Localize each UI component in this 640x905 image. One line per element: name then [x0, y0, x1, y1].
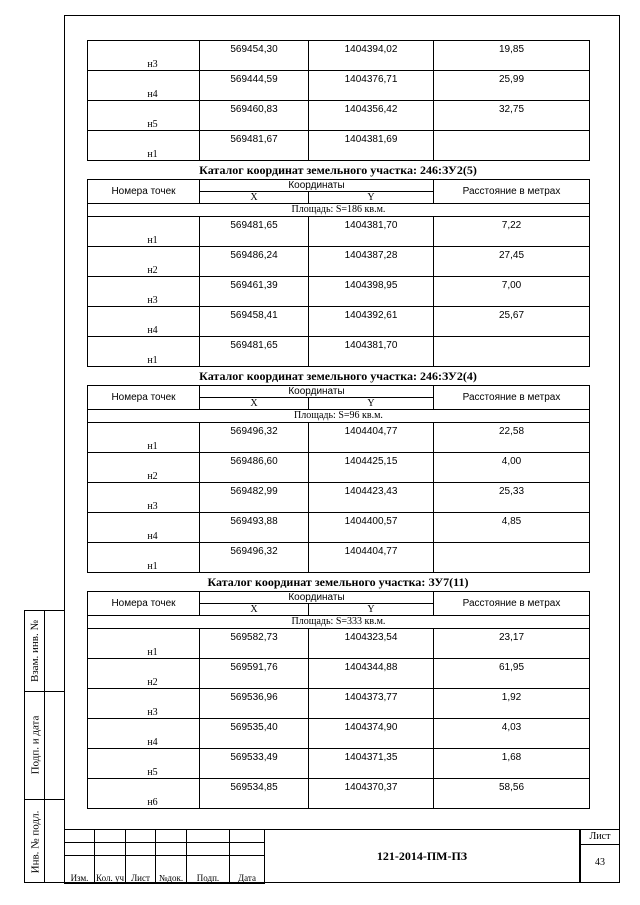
header-y: Y — [309, 604, 434, 616]
area-label: Площадь: S=333 кв.м. — [88, 616, 590, 629]
side-label-replace-inv: Взам. инв. № — [29, 620, 41, 682]
coords-table — [87, 591, 590, 809]
coord-x: 569486,24 — [200, 247, 309, 277]
distance: 19,85 — [434, 41, 590, 71]
coord-y: 1404370,37 — [309, 779, 434, 809]
table-row — [88, 543, 590, 573]
table-row — [88, 659, 590, 689]
table-row — [88, 307, 590, 337]
coord-y: 1404425,15 — [309, 453, 434, 483]
sheet-label: Лист — [581, 830, 619, 845]
revision-grid — [64, 829, 265, 884]
distance: 1,68 — [434, 749, 590, 779]
stamp-column-label: Кол. уч — [95, 856, 126, 884]
coord-x: 569496,32 — [200, 543, 309, 573]
distance: 25,67 — [434, 307, 590, 337]
coord-y: 1404344,88 — [309, 659, 434, 689]
coord-x: 569591,76 — [200, 659, 309, 689]
side-label-inv-original: Инв. № подл. — [29, 810, 41, 873]
header-distance: Расстояние в метрах — [434, 180, 590, 204]
coord-y: 1404387,28 — [309, 247, 434, 277]
header-points: Номера точек — [88, 386, 200, 410]
coord-y: 1404404,77 — [309, 543, 434, 573]
content — [87, 40, 589, 809]
coords-table-continued — [87, 40, 590, 161]
distance: 23,17 — [434, 629, 590, 659]
coord-x: 569481,67 — [200, 131, 309, 161]
distance: 61,95 — [434, 659, 590, 689]
point-number: н2 — [88, 453, 200, 483]
coord-y: 1404374,90 — [309, 719, 434, 749]
document-code: 121-2014-ПМ-ПЗ — [264, 829, 580, 883]
header-x: X — [200, 192, 309, 204]
point-number: н2 — [88, 659, 200, 689]
distance: 1,92 — [434, 689, 590, 719]
point-number: н3 — [88, 41, 200, 71]
stamp-column-label: Подп. — [187, 856, 230, 884]
coord-x: 569454,30 — [200, 41, 309, 71]
point-number: н3 — [88, 277, 200, 307]
header-y: Y — [309, 192, 434, 204]
coord-y: 1404404,77 — [309, 423, 434, 453]
distance — [434, 131, 590, 161]
coord-x: 569582,73 — [200, 629, 309, 659]
side-strip-outer — [24, 610, 44, 883]
distance: 4,00 — [434, 453, 590, 483]
coord-y: 1404394,02 — [309, 41, 434, 71]
distance: 25,99 — [434, 71, 590, 101]
table-row — [88, 101, 590, 131]
coord-y: 1404356,42 — [309, 101, 434, 131]
distance: 7,22 — [434, 217, 590, 247]
table-row — [88, 483, 590, 513]
catalog-title: Каталог координат земельного участка: 246:ЗУ2(5) — [199, 163, 477, 177]
coord-x: 569533,49 — [200, 749, 309, 779]
sheet-box — [580, 829, 620, 883]
point-number: н1 — [88, 543, 200, 573]
coord-y: 1404323,54 — [309, 629, 434, 659]
distance: 7,00 — [434, 277, 590, 307]
point-number: н5 — [88, 101, 200, 131]
stamp-column-label: Изм. — [65, 856, 95, 884]
distance: 32,75 — [434, 101, 590, 131]
header-coords: Координаты — [200, 180, 434, 192]
stamp-column-label: Лист — [126, 856, 156, 884]
distance: 4,85 — [434, 513, 590, 543]
header-x: X — [200, 398, 309, 410]
coord-x: 569444,59 — [200, 71, 309, 101]
table-row — [88, 779, 590, 809]
area-label: Площадь: S=96 кв.м. — [88, 410, 590, 423]
header-x: X — [200, 604, 309, 616]
point-number: н3 — [88, 483, 200, 513]
distance: 58,56 — [434, 779, 590, 809]
point-number: н1 — [88, 131, 200, 161]
distance: 4,03 — [434, 719, 590, 749]
table-row — [88, 41, 590, 71]
point-number: н1 — [88, 629, 200, 659]
coord-x: 569493,88 — [200, 513, 309, 543]
coord-y: 1404381,69 — [309, 131, 434, 161]
coords-table — [87, 385, 590, 573]
header-coords: Координаты — [200, 386, 434, 398]
header-points: Номера точек — [88, 592, 200, 616]
coords-table — [87, 179, 590, 367]
table-row — [88, 423, 590, 453]
coord-y: 1404381,70 — [309, 337, 434, 367]
coord-x: 569481,65 — [200, 337, 309, 367]
coord-x: 569481,65 — [200, 217, 309, 247]
table-row — [88, 217, 590, 247]
distance: 22,58 — [434, 423, 590, 453]
table-row — [88, 71, 590, 101]
distance: 27,45 — [434, 247, 590, 277]
coord-x: 569460,83 — [200, 101, 309, 131]
header-points: Номера точек — [88, 180, 200, 204]
coord-y: 1404376,71 — [309, 71, 434, 101]
point-number: н1 — [88, 217, 200, 247]
coord-x: 569496,32 — [200, 423, 309, 453]
coord-y: 1404381,70 — [309, 217, 434, 247]
point-number: н1 — [88, 423, 200, 453]
coord-y: 1404373,77 — [309, 689, 434, 719]
point-number: н6 — [88, 779, 200, 809]
table-row — [88, 629, 590, 659]
table-row — [88, 247, 590, 277]
coord-y: 1404392,61 — [309, 307, 434, 337]
catalog-title: Каталог координат земельного участка: ЗУ7(11) — [207, 575, 469, 589]
coord-y: 1404400,57 — [309, 513, 434, 543]
stamp-column-label: №док. — [156, 856, 187, 884]
header-y: Y — [309, 398, 434, 410]
point-number: н4 — [88, 513, 200, 543]
table-row — [88, 749, 590, 779]
coord-y: 1404371,35 — [309, 749, 434, 779]
area-label: Площадь: S=186 кв.м. — [88, 204, 590, 217]
point-number: н5 — [88, 749, 200, 779]
side-strip-inner — [44, 610, 64, 883]
point-number: н1 — [88, 337, 200, 367]
table-row — [88, 131, 590, 161]
point-number: н4 — [88, 719, 200, 749]
table-row — [88, 513, 590, 543]
coord-x: 569461,39 — [200, 277, 309, 307]
distance — [434, 543, 590, 573]
header-coords: Координаты — [200, 592, 434, 604]
point-number: н4 — [88, 71, 200, 101]
distance — [434, 337, 590, 367]
table-row — [88, 277, 590, 307]
coord-x: 569534,85 — [200, 779, 309, 809]
point-number: н3 — [88, 689, 200, 719]
table-row — [88, 689, 590, 719]
title-block — [64, 829, 620, 883]
distance: 25,33 — [434, 483, 590, 513]
coord-x: 569458,41 — [200, 307, 309, 337]
coord-y: 1404423,43 — [309, 483, 434, 513]
side-label-sign-date: Подп. и дата — [29, 715, 42, 775]
table-row — [88, 337, 590, 367]
coord-x: 569486,60 — [200, 453, 309, 483]
stamp-column-label: Дата — [230, 856, 265, 884]
sheet-number: 43 — [595, 857, 605, 868]
coord-x: 569535,40 — [200, 719, 309, 749]
header-distance: Расстояние в метрах — [434, 592, 590, 616]
header-distance: Расстояние в метрах — [434, 386, 590, 410]
coord-y: 1404398,95 — [309, 277, 434, 307]
coord-x: 569482,99 — [200, 483, 309, 513]
table-row — [88, 719, 590, 749]
point-number: н4 — [88, 307, 200, 337]
coord-x: 569536,96 — [200, 689, 309, 719]
point-number: н2 — [88, 247, 200, 277]
table-row — [88, 453, 590, 483]
catalog-title: Каталог координат земельного участка: 246:ЗУ2(4) — [199, 369, 477, 383]
